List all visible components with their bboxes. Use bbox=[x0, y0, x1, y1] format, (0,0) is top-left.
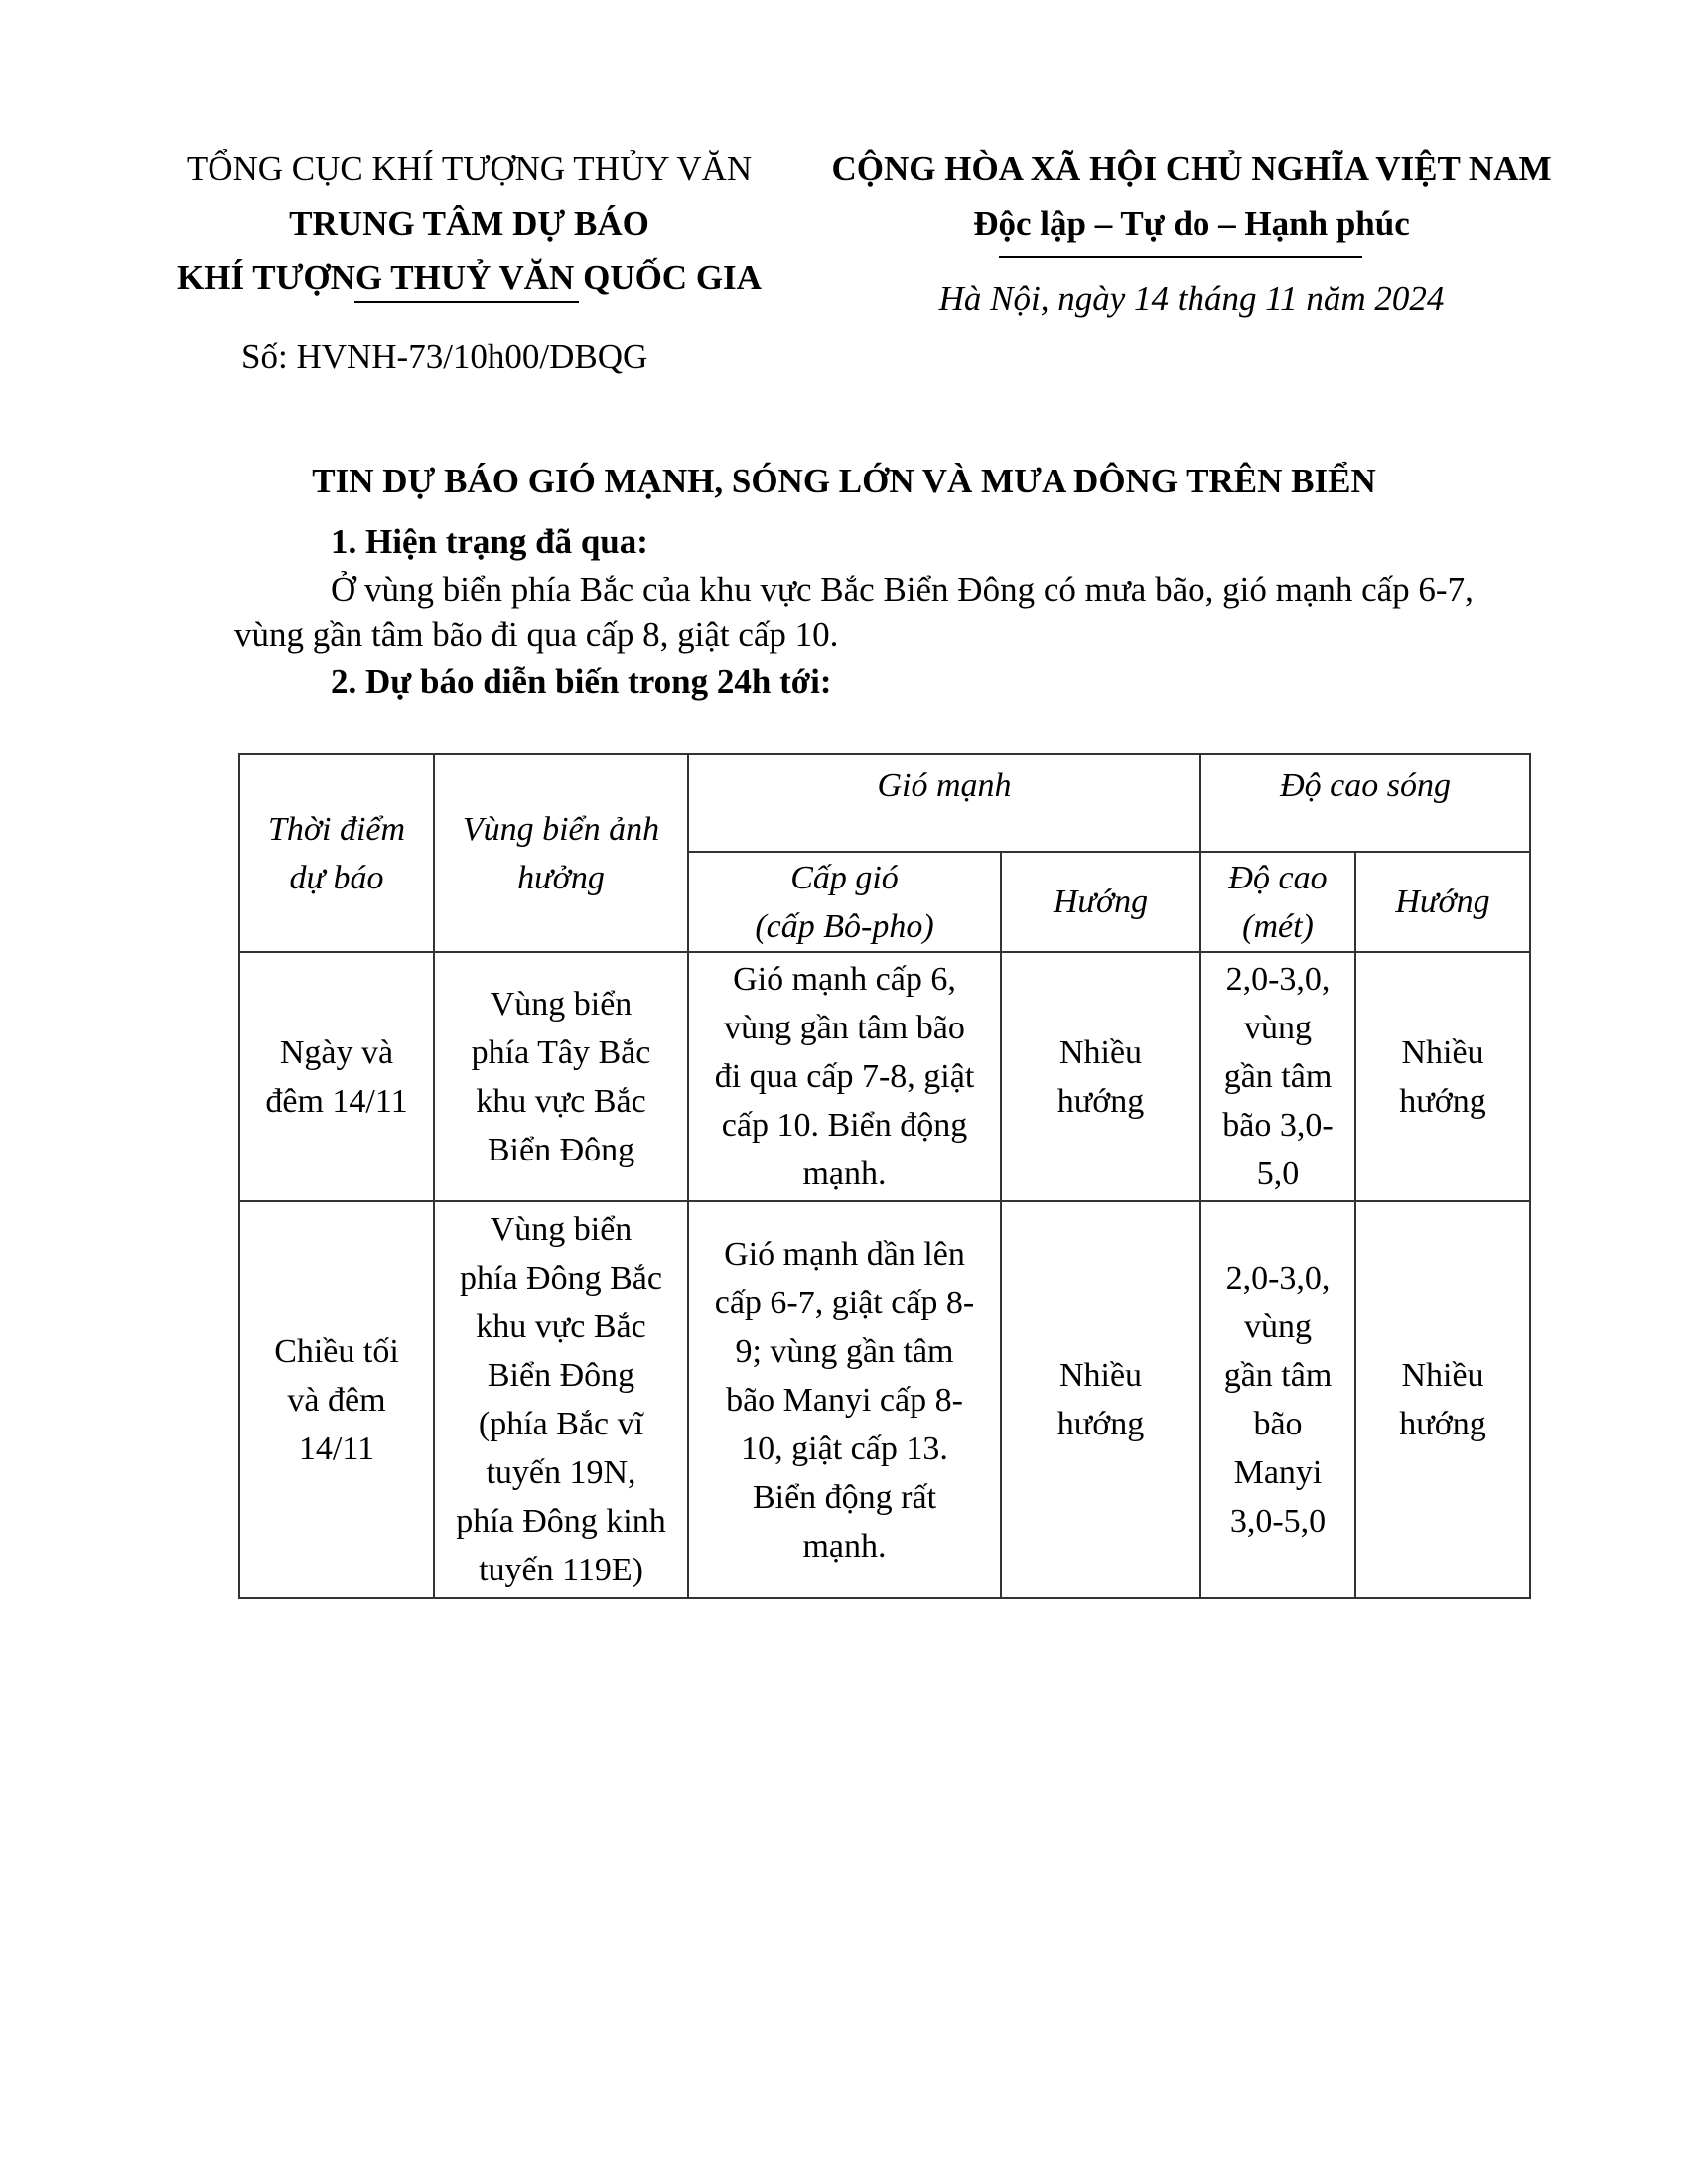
cell-line: (phía Bắc vĩ bbox=[478, 1406, 644, 1442]
header-area bbox=[434, 754, 688, 952]
cell-line: phía Đông kinh bbox=[456, 1503, 666, 1540]
cell-line: Nhiều bbox=[1058, 1357, 1143, 1394]
cell-line: Vùng biển bbox=[490, 985, 633, 1023]
header-wind-group: Gió mạnh bbox=[688, 754, 1200, 852]
cell-line: Ngày và bbox=[279, 1033, 394, 1071]
agency-underline bbox=[354, 301, 579, 303]
header-time bbox=[239, 754, 434, 952]
cell-line: 2,0-3,0, bbox=[1225, 961, 1331, 998]
cell-line: vùng bbox=[1244, 1010, 1312, 1046]
cell-line: phía Tây Bắc bbox=[471, 1033, 651, 1071]
cell-line: Vùng biển bbox=[490, 1211, 633, 1248]
header-wind-level-line: (cấp Bô-pho) bbox=[755, 907, 934, 945]
national-motto: Độc lập – Tự do – Hạnh phúc bbox=[973, 205, 1410, 243]
cell-line: khu vực Bắc bbox=[476, 1082, 646, 1120]
place-date: Hà Nội, ngày 14 tháng 11 năm 2024 bbox=[938, 279, 1445, 318]
header-wave-height-line: Độ cao bbox=[1228, 859, 1328, 896]
cell-line: cấp 6-7, giật cấp 8- bbox=[714, 1284, 975, 1321]
cell-line: mạnh. bbox=[802, 1156, 887, 1192]
cell-line: mạnh. bbox=[802, 1527, 887, 1565]
cell-area bbox=[434, 1201, 688, 1598]
document-number: Số: HVNH-73/10h00/DBQG bbox=[241, 338, 648, 376]
cell-area bbox=[434, 952, 688, 1201]
cell-wave-direction bbox=[1355, 952, 1530, 1201]
cell-wind-direction bbox=[1001, 1201, 1200, 1598]
cell-line: hướng bbox=[1399, 1082, 1486, 1120]
cell-line: Gió mạnh dần lên bbox=[724, 1235, 965, 1273]
cell-line: Gió mạnh cấp 6, bbox=[733, 961, 956, 998]
cell-line: 9; vùng gần tâm bbox=[735, 1332, 954, 1370]
cell-wave-direction bbox=[1355, 1201, 1530, 1598]
cell-time bbox=[239, 952, 434, 1201]
section1-paragraph-line2: vùng gần tâm bão đi qua cấp 8, giật cấp 10. bbox=[234, 615, 839, 654]
header-wave-height-line: (mét) bbox=[1242, 907, 1314, 945]
cell-line: gần tâm bbox=[1223, 1357, 1333, 1394]
cell-line: Biển động rất bbox=[752, 1478, 937, 1516]
cell-wind-direction bbox=[1001, 952, 1200, 1201]
cell-line: Manyi bbox=[1233, 1454, 1323, 1491]
cell-line: Nhiều bbox=[1401, 1357, 1484, 1394]
header-wind-level-line: Cấp gió bbox=[790, 859, 899, 896]
header-wave-height bbox=[1200, 852, 1355, 952]
cell-line: tuyến 119E) bbox=[479, 1552, 643, 1588]
center-name-line1: TRUNG TÂM DỰ BÁO bbox=[289, 205, 649, 243]
agency-name: TỔNG CỤC KHÍ TƯỢNG THỦY VĂN bbox=[186, 149, 753, 188]
cell-line: Chiều tối bbox=[274, 1332, 399, 1370]
cell-line: bão bbox=[1253, 1406, 1303, 1442]
section1-paragraph-line1: Ở vùng biển phía Bắc của khu vực Bắc Biển Đông có mưa bão, gió mạnh cấp 6-7, bbox=[331, 570, 1474, 609]
center-name-line2: KHÍ TƯỢNG THUỶ VĂN QUỐC GIA bbox=[177, 258, 762, 297]
cell-line: hướng bbox=[1399, 1406, 1486, 1442]
cell-line: 2,0-3,0, bbox=[1225, 1260, 1331, 1297]
header-area-line: hưởng bbox=[517, 859, 605, 896]
cell-line: bão 3,0- bbox=[1222, 1107, 1334, 1144]
cell-line: đi qua cấp 7-8, giật bbox=[714, 1058, 975, 1095]
cell-line: Biển Đông bbox=[487, 1131, 635, 1168]
cell-line: gần tâm bbox=[1223, 1058, 1333, 1095]
cell-line: cấp 10. Biển động bbox=[721, 1107, 968, 1144]
cell-line: Biển Đông bbox=[487, 1357, 635, 1394]
header-wave-direction: Hướng bbox=[1355, 852, 1530, 952]
header-wind-direction: Hướng bbox=[1001, 852, 1200, 952]
cell-line: tuyến 19N, bbox=[486, 1454, 636, 1491]
table-header-row-1 bbox=[239, 754, 1530, 852]
cell-time bbox=[239, 1201, 434, 1598]
forecast-table bbox=[238, 753, 1531, 1599]
table-row bbox=[239, 1201, 1530, 1598]
cell-line: vùng bbox=[1244, 1308, 1312, 1345]
cell-line: khu vực Bắc bbox=[476, 1308, 646, 1345]
cell-wave-height bbox=[1200, 1201, 1355, 1598]
cell-line: Nhiều bbox=[1058, 1033, 1143, 1071]
cell-line: phía Đông Bắc bbox=[460, 1260, 662, 1297]
header-time-line: dự báo bbox=[289, 859, 384, 896]
cell-line: Nhiều bbox=[1401, 1033, 1484, 1071]
cell-wave-height bbox=[1200, 952, 1355, 1201]
cell-line: đêm 14/11 bbox=[265, 1082, 408, 1120]
section2-heading: 2. Dự báo diễn biến trong 24h tới: bbox=[331, 662, 832, 701]
cell-line: hướng bbox=[1056, 1406, 1145, 1442]
cell-line: 14/11 bbox=[298, 1430, 375, 1467]
header-wave-group: Độ cao sóng bbox=[1200, 754, 1530, 852]
header-area-line: Vùng biển ảnh bbox=[462, 810, 660, 848]
country-name: CỘNG HÒA XÃ HỘI CHỦ NGHĨA VIỆT NAM bbox=[831, 149, 1552, 188]
document-title: TIN DỰ BÁO GIÓ MẠNH, SÓNG LỚN VÀ MƯA DÔNG TRÊN BIỂN bbox=[312, 462, 1376, 500]
cell-line: hướng bbox=[1056, 1082, 1145, 1120]
cell-line: và đêm bbox=[287, 1381, 386, 1419]
section1-heading: 1. Hiện trạng đã qua: bbox=[331, 522, 648, 561]
header-time-line: Thời điểm bbox=[267, 810, 406, 848]
cell-line: vùng gần tâm bão bbox=[724, 1010, 965, 1046]
cell-line: 5,0 bbox=[1256, 1156, 1300, 1192]
cell-wind-level bbox=[688, 1201, 1001, 1598]
table-row bbox=[239, 952, 1530, 1201]
cell-line: 3,0-5,0 bbox=[1229, 1503, 1327, 1540]
header-wind-level bbox=[688, 852, 1001, 952]
motto-underline bbox=[999, 256, 1362, 258]
cell-line: 10, giật cấp 13. bbox=[741, 1430, 948, 1467]
cell-line: bão Manyi cấp 8- bbox=[726, 1381, 963, 1419]
cell-wind-level bbox=[688, 952, 1001, 1201]
